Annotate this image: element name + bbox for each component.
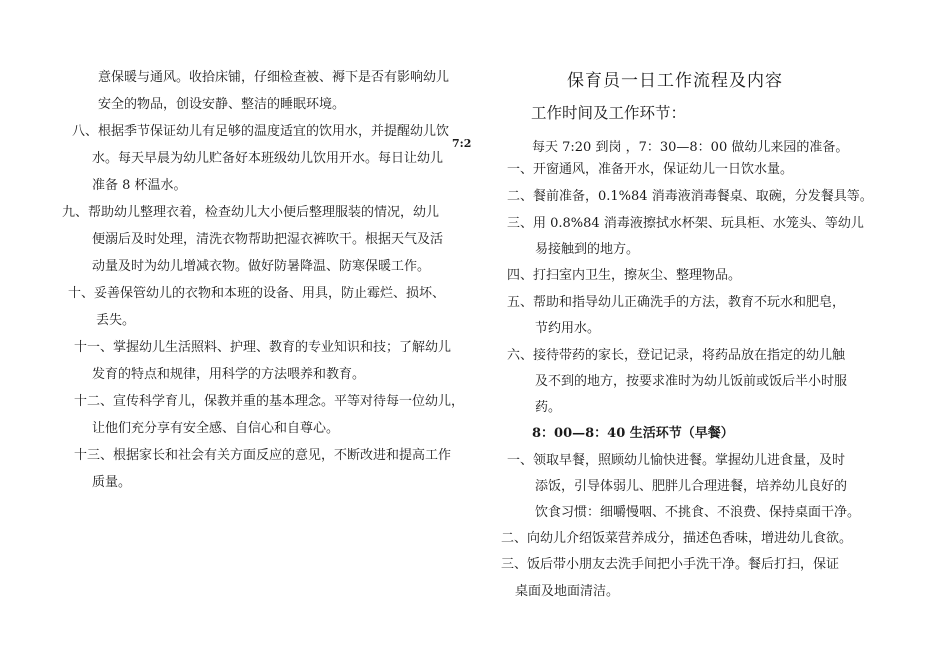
list-item: 五、帮助和指导幼儿正确洗手的方法，教育不玩水和肥皂， [507, 295, 846, 310]
intro-line: 每天 7:20 到岗 ，7：30—8：00 做幼儿来园的准备。 [532, 140, 849, 155]
text-line: 意保暖与通风。收拾床铺，仔细检查被、褥下是否有影响幼儿 [98, 70, 450, 85]
list-item: 二、向幼儿介绍饭菜营养成分，描述色香味，增进幼儿食欲。 [501, 531, 853, 546]
list-item: 三、用 0.8%84 消毒液擦拭水杯架、玩具柜、水笼头、等幼儿 [507, 216, 864, 231]
list-item: 三、饭后带小朋友去洗手间把小手洗干净。餐后打扫，保证 [501, 557, 840, 572]
margin-marker: 7:2 [452, 137, 472, 150]
list-item: 六、接待带药的家长，登记记录，将药品放在指定的幼儿触 [507, 348, 846, 363]
text-line: 安全的物品，创设安静、整洁的睡眠环境。 [98, 97, 346, 112]
section-heading: 工作时间及工作环节： [531, 104, 687, 122]
list-item: 二、餐前准备，0.1%84 消毒液消毒餐桌、取碗，分发餐具等。 [507, 189, 873, 204]
text-line: 准备 8 杯温水。 [92, 178, 187, 193]
text-line: 饮食习惯：细嚼慢咽、不挑食、不浪费、保持桌面干净。 [535, 505, 861, 520]
text-line: 添饭，引导体弱儿、肥胖儿合理进餐，培养幼儿良好的 [535, 479, 848, 494]
text-line: 发育的特点和规律，用科学的方法喂养和教育。 [92, 367, 366, 382]
list-item: 一、开窗通风，准备开水，保证幼儿一日饮水量。 [507, 162, 794, 177]
text-line: 便溺后及时处理，清洗衣物帮助把湿衣裤吹干。根据天气及活 [92, 232, 444, 247]
text-line: 及不到的地方，按要求准时为幼儿饭前或饭后半小时服 [535, 374, 848, 389]
list-item-11: 十一、掌握幼儿生活照料、护理、教育的专业知识和技；了解幼儿 [74, 340, 452, 355]
text-line: 节约用水。 [535, 321, 601, 336]
text-line: 让他们充分享有安全感、自信心和自尊心。 [92, 421, 340, 436]
text-line: 质量。 [92, 475, 132, 490]
text-line: 易接触到的地方。 [535, 242, 640, 257]
page-title: 保育员一日工作流程及内容 [567, 71, 783, 91]
list-item-8: 八、根据季节保证幼儿有足够的温度适宜的饮用水，并提醒幼儿饮 [72, 124, 450, 139]
text-line: 丢失。 [96, 313, 136, 328]
subheading: 8：00—8：40 生活环节（早餐） [532, 426, 734, 441]
list-item: 一、领取早餐，照顾幼儿愉快进餐。掌握幼儿进食量，及时 [507, 453, 846, 468]
text-line: 动量及时为幼儿增减衣物。做好防暑降温、防寒保暖工作。 [92, 259, 431, 274]
text-line: 桌面及地面清洁。 [515, 584, 620, 599]
list-item: 四、打扫室内卫生，擦灰尘、整理物品。 [507, 268, 742, 283]
list-item-13: 十三、根据家长和社会有关方面反应的意见，不断改进和提高工作 [74, 448, 452, 463]
list-item-9: 九、帮助幼儿整理衣着，检查幼儿大小便后整理服装的情况，幼儿 [62, 205, 440, 220]
text-line: 水。每天早晨为幼儿贮备好本班级幼儿饮用开水。每日让幼儿 [92, 151, 444, 166]
list-item-12: 十二、宣传科学育儿，保教并重的基本理念。平等对待每一位幼儿， [74, 394, 465, 409]
text-line: 药。 [535, 400, 562, 415]
list-item-10: 十、妥善保管幼儿的衣物和本班的设备、用具，防止霉烂、损坏、 [68, 286, 446, 301]
